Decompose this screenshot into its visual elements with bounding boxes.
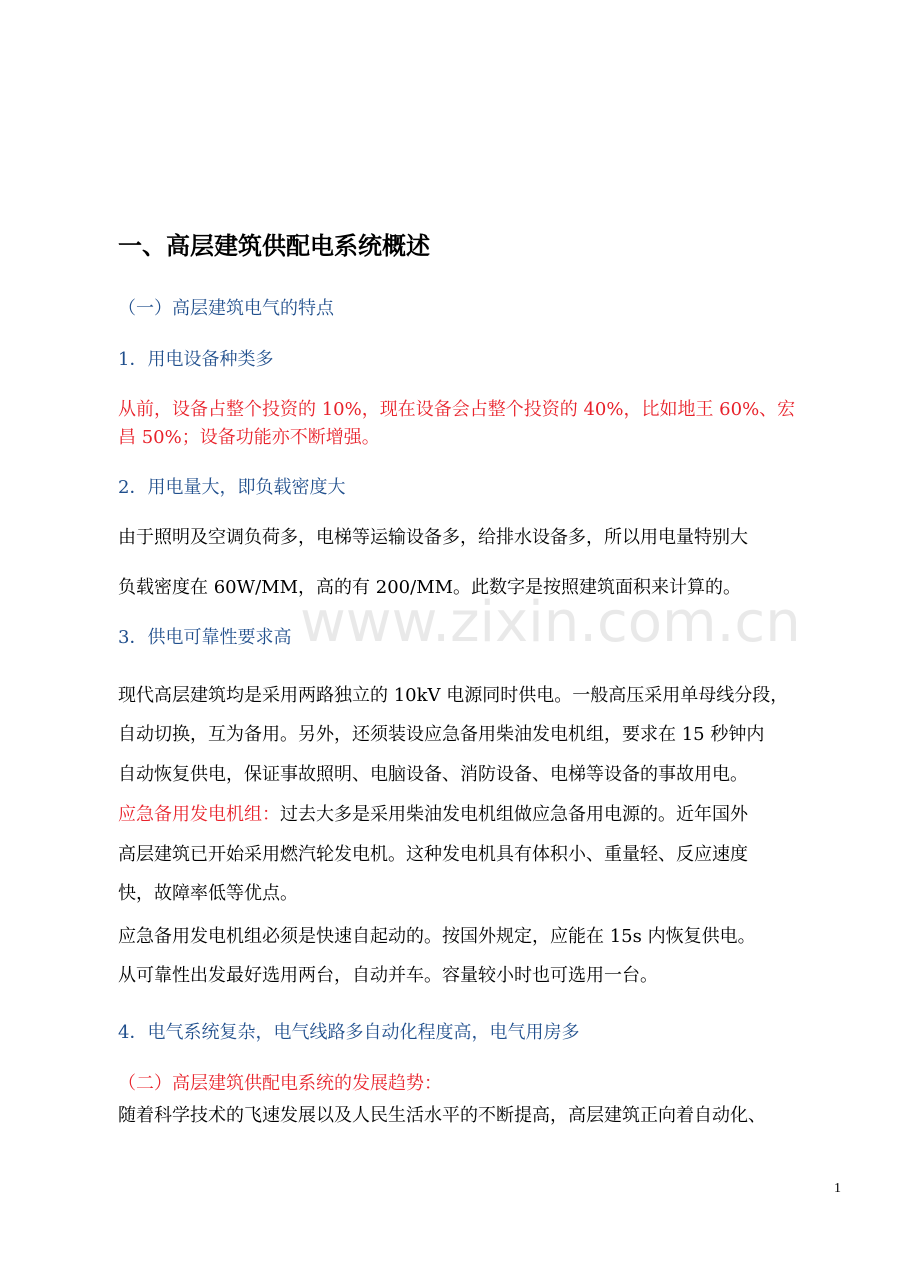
generator-label: 应急备用发电机组： [118, 804, 280, 825]
page-title: 一、高层建筑供配电系统概述 [118, 232, 430, 260]
generator-paragraph-line1 [118, 804, 748, 826]
watermark: www.zixin.com.cn [300, 590, 801, 655]
item2-text-line1: 由于照明及空调负荷多，电梯等运输设备多，给排水设备多，所以用电量特别大 [118, 527, 748, 548]
generator-text-line5: 从可靠性出发最好选用两台，自动并车。容量较小时也可选用一台。 [118, 965, 658, 986]
item1-heading: 1．用电设备种类多 [118, 349, 274, 370]
generator-text-line2: 高层建筑已开始采用燃汽轮发电机。这种发电机具有体积小、重量轻、反应速度 [118, 844, 748, 865]
section2-heading: （二）高层建筑供配电系统的发展趋势： [118, 1073, 442, 1094]
item1-text-line2: 昌 50%；设备功能亦不断增强。 [118, 427, 380, 448]
item1-text-line1: 从前，设备占整个投资的 10%，现在设备会占整个投资的 40%，比如地王 60%、宏 [118, 399, 796, 420]
generator-text-line1: 过去大多是采用柴油发电机组做应急备用电源的。近年国外 [280, 804, 748, 825]
item3-text-line1: 现代高层建筑均是采用两路独立的 10kV 电源同时供电。一般高压采用单母线分段， [118, 685, 789, 706]
item2-text-line2: 负载密度在 60W/MM，高的有 200/MM。此数字是按照建筑面积来计算的。 [118, 577, 742, 598]
item3-text-line3: 自动恢复供电，保证事故照明、电脑设备、消防设备、电梯等设备的事故用电。 [118, 764, 748, 785]
item3-heading: 3．供电可靠性要求高 [118, 627, 292, 648]
item4-heading: 4．电气系统复杂，电气线路多自动化程度高，电气用房多 [118, 1022, 580, 1043]
page-number: 1 [834, 1181, 841, 1196]
item2-heading: 2．用电量大，即负载密度大 [118, 477, 346, 498]
section1-heading: （一）高层建筑电气的特点 [118, 298, 334, 319]
item3-text-line2: 自动切换，互为备用。另外，还须装设应急备用柴油发电机组，要求在 15 秒钟内 [118, 724, 765, 745]
section2-text-line1: 随着科学技术的飞速发展以及人民生活水平的不断提高，高层建筑正向着自动化、 [118, 1105, 766, 1126]
generator-text-line3: 快，故障率低等优点。 [118, 883, 298, 904]
generator-text-line4: 应急备用发电机组必须是快速自起动的。按国外规定，应能在 15s 内恢复供电。 [118, 926, 756, 947]
